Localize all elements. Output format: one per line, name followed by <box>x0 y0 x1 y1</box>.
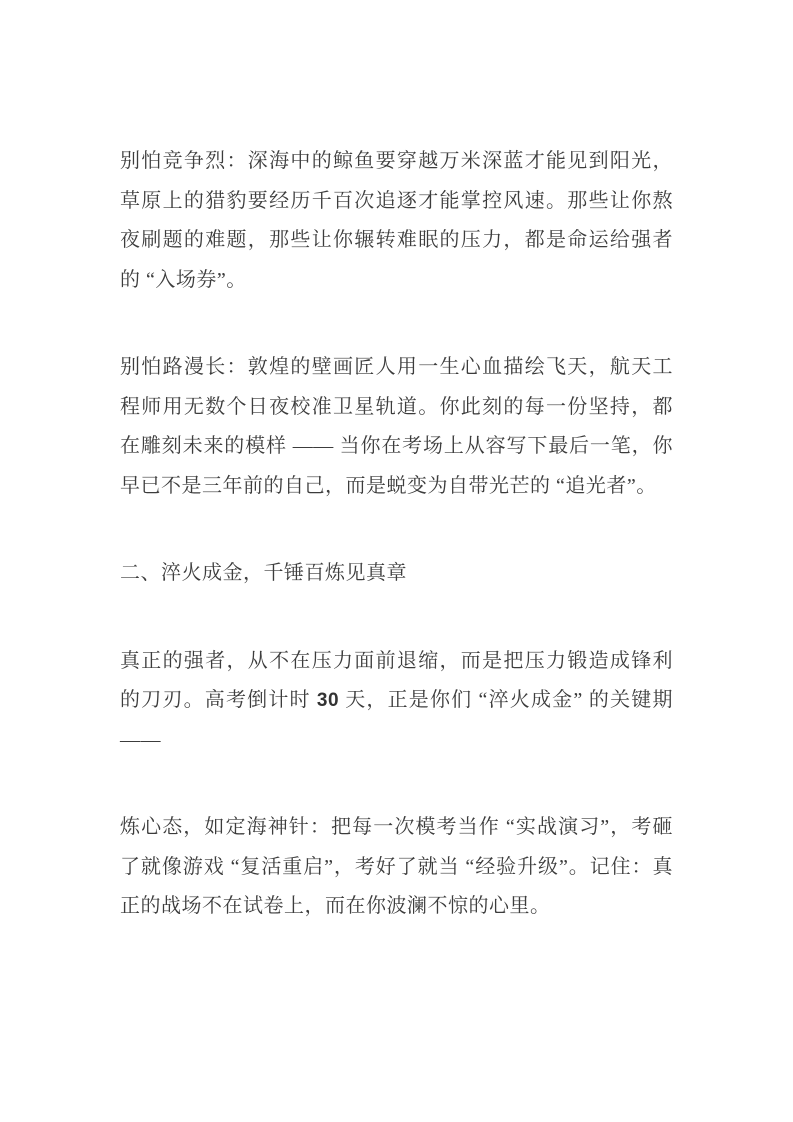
paragraph-long-road: 别怕路漫长：敦煌的壁画匠人用一生心血描绘飞天，航天工程师用无数个日夜校准卫星轨道。你此刻的每一份坚持，都在雕刻未来的模样 —— 当你在考场上从容写下最后一笔，你早已不是三年前的自己，而是蜕变为自带光芒的 “追光者”。 <box>120 356 673 497</box>
paragraph-countdown <box>120 642 673 761</box>
countdown-text-before: 真正的强者，从不在压力面前退缩，而是把压力锻造成锋利的刀刃。高考倒计时 <box>120 649 673 711</box>
section-heading: 二、淬火成金，千锤百炼见真章 <box>120 562 407 584</box>
paragraph-mindset: 炼心态，如定海神针：把每一次模考当作 “实战演习”，考砸了就像游戏 “复活重启”，考好了就当 “经验升级”。记住：真正的战场不在试卷上，而在你波澜不惊的心里。 <box>120 816 673 917</box>
countdown-days-number: 30 <box>316 690 340 711</box>
paragraph-competition: 别怕竞争烈：深海中的鲸鱼要穿越万米深蓝才能见到阳光，草原上的猎豹要经历千百次追逐才能掌控风速。那些让你熬夜刷题的难题，那些让你辗转难眠的压力，都是命运给强者的 “入场券”。 <box>120 150 673 291</box>
countdown-text-after: 天，正是你们 “淬火成金” 的关键期 —— <box>120 689 673 751</box>
